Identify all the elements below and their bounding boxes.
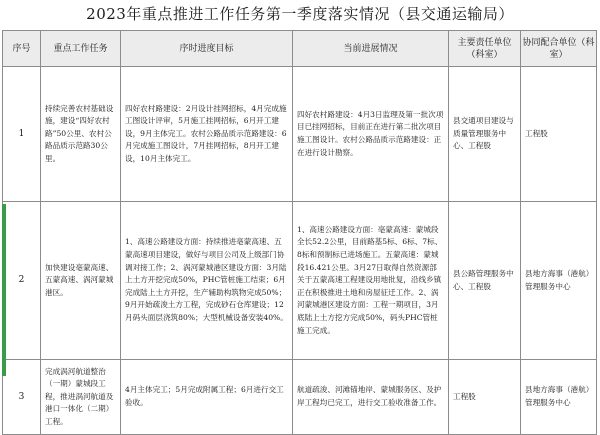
header-target: 序时进度目标 — [121, 31, 293, 67]
row-task: 完成涡河航道整治（一期）蒙城段工程，推进涡河航道及港口一体化（二期）工程。 — [41, 360, 121, 435]
row-index: 1 — [3, 67, 41, 202]
header-progress: 当前进展情况 — [293, 31, 449, 67]
row-target: 1、高速公路建设方面：持续推进亳蒙高速、五蒙高速项目建设，做好与项目公司及上级部门协调对接工作；2、涡河蒙城港区建设方面：3月陆上土方开挖完成50%，PHC管桩施工结束；6月完成陆上土方开挖，生产辅助构筑物完成50%；9月开始疏浚土方工程，完成砂石仓库建设；12月码头面层浇筑80%；大型机械设备安装40%。 — [121, 202, 293, 360]
table-row — [3, 360, 597, 435]
row-progress: 四好农村路建设：4月3日监理及第一批次项目已挂网招标，目前正在进行第二批次项目施工图设计。农村公路品质示范路建设：正在进行设计勘察。 — [293, 67, 449, 202]
row-index: 3 — [3, 360, 41, 435]
row-support-unit: 工程股 — [521, 67, 597, 202]
row-target: 四好农村路建设：2月设计挂网招标，4月完成施工图设计评审，5月施工挂网招标，6月开工建设，9月主体完工。农村公路品质示范路建设：6月完成施工图设计，7月挂网招标，8月开工建设，10月主体完工。 — [121, 67, 293, 202]
row-lead-unit: 县交通项目建设与质量管理服务中心、工程股 — [449, 67, 521, 202]
header-row — [3, 31, 597, 67]
table-row — [3, 202, 597, 360]
row-target: 4月主体完工；5月完成附属工程；6月进行交工验收。 — [121, 360, 293, 435]
row-lead-unit: 工程股 — [449, 360, 521, 435]
document-title: 2023年重点推进工作任务第一季度落实情况（县交通运输局） — [86, 5, 514, 23]
row-progress: 航道疏浚、河滩锚地岸、蒙城服务区、及护岸工程均已完工，进行交工验收准备工作。 — [293, 360, 449, 435]
task-table — [2, 30, 597, 435]
row-task: 持续完善农村基础设施，建设“四好农村路”50公里、农村公路品质示范路30公里。 — [41, 67, 121, 202]
header-index: 序号 — [3, 31, 41, 67]
row-lead-unit: 县公路管理服务中心、工程股 — [449, 202, 521, 360]
header-support-unit: 协同配合单位（科室） — [521, 31, 597, 67]
header-lead-unit: 主要责任单位（科室） — [449, 31, 521, 67]
row-index: 2 — [3, 202, 41, 360]
row-progress: 1、高速公路建设方面：亳蒙高速：蒙城段全长52.2公里，目前路基5标、6标、7标、8标和预制标已进场施工。五蒙高速：蒙城段16.421公里。3月27日取得自然资源部关于五蒙高速工程建设用地批复，沿线乡镇正在积极推进土地和房屋征迁工作。2、涡河蒙城港区建设方面：工程一期项目，3月底陆上土方挖方完成50%，码头PHC管桩施工完成。 — [293, 202, 449, 360]
header-task: 重点工作任务 — [41, 31, 121, 67]
row-highlight-marker — [2, 204, 6, 376]
row-support-unit: 县地方海事（港航）管理服务中心 — [521, 202, 597, 360]
row-support-unit: 县地方海事（港航）管理服务中心 — [521, 360, 597, 435]
table-row — [3, 67, 597, 202]
row-task: 加快建设亳蒙高速、五蒙高速、涡河蒙城港区。 — [41, 202, 121, 360]
